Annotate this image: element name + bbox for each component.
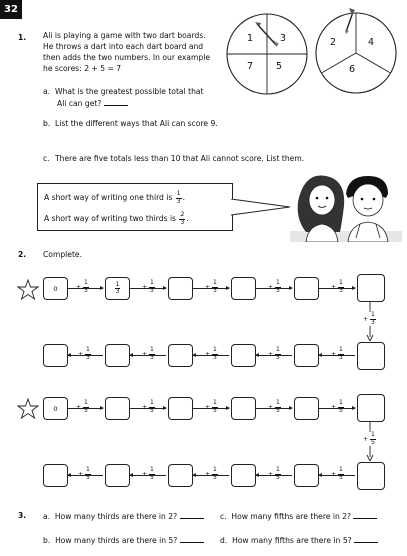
number-box: 0 — [43, 277, 68, 300]
answer-box[interactable] — [357, 342, 385, 370]
answer-line[interactable] — [353, 510, 377, 519]
step-label: + $\frac{1}{5}$ — [142, 466, 154, 481]
step-label: + $\frac{1}{5}$ — [76, 399, 88, 414]
q1a-label: a. — [43, 87, 51, 96]
dart-board-2 — [313, 8, 399, 94]
answer-line[interactable] — [180, 534, 204, 543]
board2-number-6: 6 — [349, 64, 356, 75]
q3c: c. How many fifths are there in 2? — [220, 510, 377, 522]
step-label: + $\frac{1}{3}$ — [363, 311, 375, 326]
step-label: + $\frac{1}{3}$ — [331, 279, 343, 294]
number-box: $\frac{1}{3}$ — [105, 277, 130, 300]
answer-box[interactable] — [168, 464, 193, 487]
q2-number: 2. — [18, 250, 27, 259]
q1c-text: There are five totals less than 10 that Ali cannot score. List them. — [55, 154, 305, 163]
step-label: + $\frac{1}{3}$ — [331, 346, 343, 361]
fraction-two-thirds: $\frac{2}{3}$ — [180, 211, 185, 226]
board1-number-7: 7 — [247, 61, 254, 72]
step-label: + $\frac{1}{5}$ — [363, 431, 375, 446]
step-label: + $\frac{1}{3}$ — [268, 279, 280, 294]
q1-number: 1. — [18, 33, 27, 42]
board1-number-5: 5 — [276, 61, 283, 72]
number-box: 0 — [43, 397, 68, 420]
step-label: + $\frac{1}{3}$ — [78, 346, 90, 361]
step-label: + $\frac{1}{5}$ — [205, 399, 217, 414]
answer-box[interactable] — [294, 344, 319, 367]
answer-box[interactable] — [357, 274, 385, 302]
speech-tail — [230, 199, 290, 219]
step-label: + $\frac{1}{3}$ — [205, 346, 217, 361]
fraction-one-third: $\frac{1}{3}$ — [176, 190, 181, 205]
page-number: 32 — [0, 0, 22, 19]
step-label: + $\frac{1}{3}$ — [142, 279, 154, 294]
answer-line[interactable] — [104, 97, 128, 106]
step-label: + $\frac{1}{5}$ — [331, 399, 343, 414]
callout-line-1: A short way of writing one third is $\frac{1}{3}$ . — [44, 190, 186, 205]
answer-box[interactable] — [105, 397, 130, 420]
star-icon — [17, 279, 39, 300]
board1-number-3: 3 — [280, 33, 287, 44]
q1c-label: c. — [43, 154, 50, 163]
answer-box[interactable] — [105, 344, 130, 367]
star-icon — [17, 398, 39, 419]
q3-number: 3. — [18, 511, 27, 520]
answer-line[interactable] — [354, 534, 378, 543]
boy-icon — [346, 176, 388, 242]
answer-box[interactable] — [231, 464, 256, 487]
q3b: b. How many thirds are there in 5? — [43, 534, 204, 546]
step-label: + $\frac{1}{5}$ — [268, 399, 280, 414]
answer-box[interactable] — [294, 464, 319, 487]
answer-box[interactable] — [231, 397, 256, 420]
board2-number-4: 4 — [368, 37, 375, 48]
q1-intro-line-4: he scores: 2 + 5 = 7 — [43, 64, 122, 73]
dart-board-1 — [225, 12, 309, 96]
q1-intro-line-1: Ali is playing a game with two dart boards. — [43, 31, 206, 40]
q1-intro-line-2: He throws a dart into each dart board and — [43, 42, 204, 51]
q1b-text: List the different ways that Ali can score 9. — [55, 119, 218, 128]
answer-box[interactable] — [231, 277, 256, 300]
step-label: + $\frac{1}{3}$ — [205, 279, 217, 294]
answer-box[interactable] — [168, 397, 193, 420]
q1a-line-2: Ali can get? — [57, 97, 128, 109]
children-illustration — [290, 172, 402, 242]
step-label: + $\frac{1}{3}$ — [142, 346, 154, 361]
step-label: + $\frac{1}{5}$ — [268, 466, 280, 481]
step-label: + $\frac{1}{5}$ — [142, 399, 154, 414]
step-label: + $\frac{1}{3}$ — [76, 279, 88, 294]
answer-box[interactable] — [43, 464, 68, 487]
step-label: + $\frac{1}{5}$ — [205, 466, 217, 481]
board2-number-2: 2 — [330, 37, 337, 48]
answer-box[interactable] — [105, 464, 130, 487]
step-label: + $\frac{1}{5}$ — [331, 466, 343, 481]
answer-box[interactable] — [168, 344, 193, 367]
board1-number-1: 1 — [247, 33, 254, 44]
answer-box[interactable] — [43, 344, 68, 367]
q1b-label: b. — [43, 119, 51, 128]
answer-box[interactable] — [231, 344, 256, 367]
answer-box[interactable] — [168, 277, 193, 300]
answer-box[interactable] — [357, 394, 385, 422]
answer-line[interactable] — [180, 510, 204, 519]
answer-box[interactable] — [294, 397, 319, 420]
callout-line-2: A short way of writing two thirds is $\frac{2}{3}$ . — [44, 211, 189, 226]
answer-box[interactable] — [357, 462, 385, 490]
q2-instruction: Complete. — [43, 250, 83, 259]
step-label: + $\frac{1}{5}$ — [78, 466, 90, 481]
answer-box[interactable] — [294, 277, 319, 300]
q1-intro-line-3: then adds the two numbers. In our example — [43, 53, 211, 62]
step-label: + $\frac{1}{3}$ — [268, 346, 280, 361]
q1a-line-1: What is the greatest possible total that — [55, 87, 204, 96]
q3a: a. How many thirds are there in 2? — [43, 510, 204, 522]
q3d: d. How many fifths are there in 5? — [220, 534, 378, 546]
